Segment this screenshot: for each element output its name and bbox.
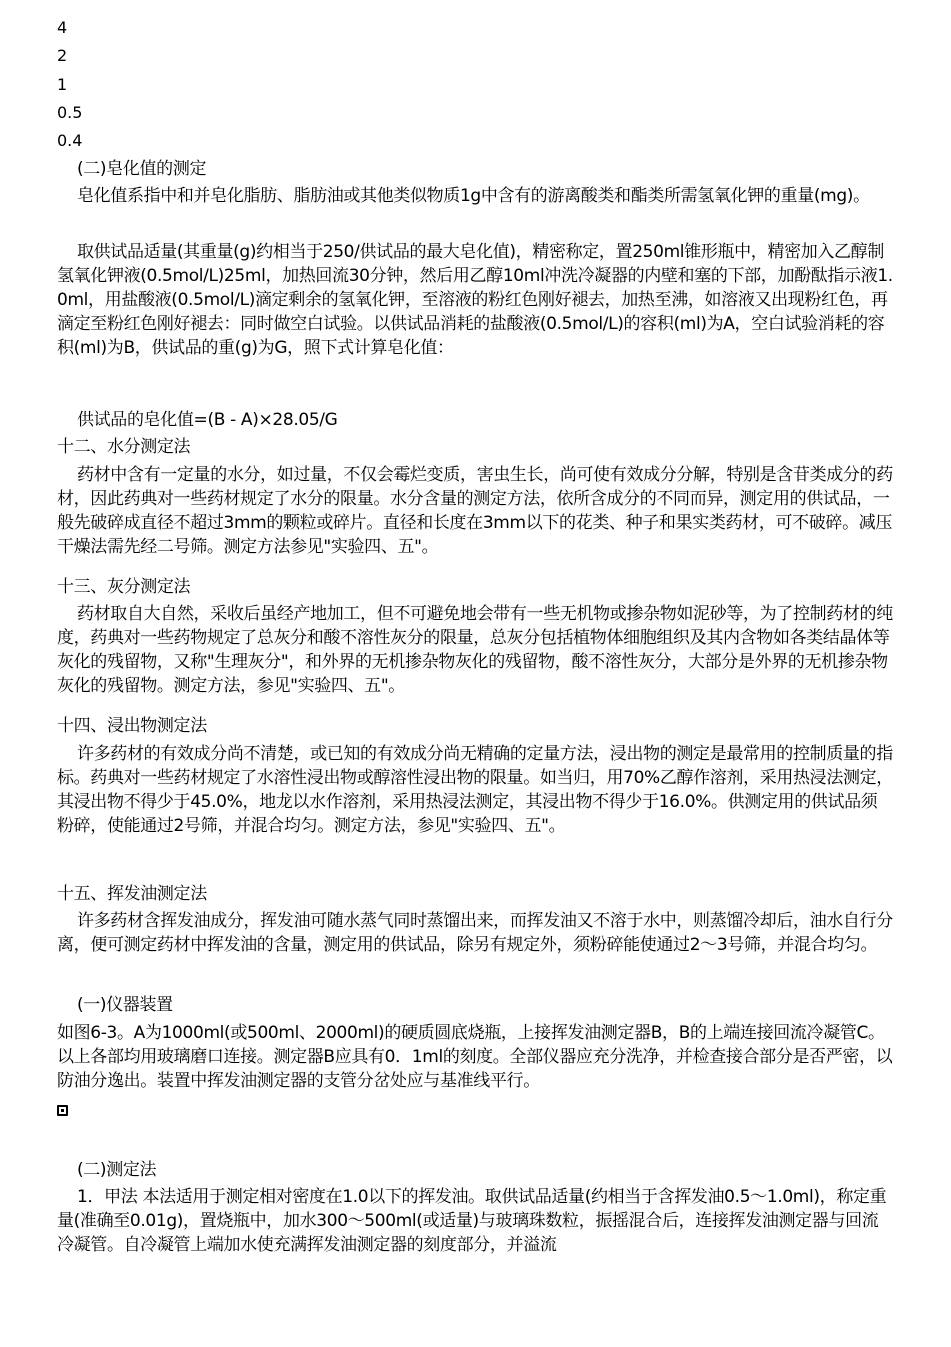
section-heading-ash: 十三、灰分测定法 xyxy=(57,577,191,597)
table-value-1: 4 xyxy=(57,18,68,37)
subsection-heading-procedure: (二)测定法 xyxy=(77,1160,157,1180)
paragraph-extract: 许多药材的有效成分尚不清楚，或已知的有效成分尚无精确的定量方法，浸出物的测定是最常用的控制质量的指标。药典对一些药材规定了水溶性浸出物或醇溶性浸出物的限量。如当归，用70%乙醇作溶剂，采用热浸法测定，其浸出物不得少于45.0%，地龙以水作溶剂，采用热浸法测定，其浸出物不得少于16.0%。供测定用的供试品须粉碎，使能通过2号筛，并混合均匀。测定方法，参见"实验四、五"。 xyxy=(57,744,893,836)
subsection-heading-apparatus: (一)仪器装置 xyxy=(77,995,173,1015)
section-heading-extract: 十四、浸出物测定法 xyxy=(57,716,207,736)
paragraph-saponification-method: 取供试品适量(其重量(g)约相当于250/供试品的最大皂化值)，精密称定，置250ml锥形瓶中，精密加入乙醇制氢氧化钾液(0.5mol/L)25ml，加热回流30分钟，然后用乙醇10ml冲洗冷凝器的内壁和塞的下部，加酚酞指示液1.0ml，用盐酸液(0.5mol/L)滴定剩余的氢氧化钾，至溶液的粉红色刚好褪去，加热至沸，如溶液又出现粉红色，再滴定至粉红色刚好褪去：同时做空白试验。以供试品消耗的盐酸液(0.5mol/L)的容积(ml)为A，空白试验消耗的容积(ml)为B，供试品的重(g)为G，照下式计算皂化值： xyxy=(57,242,893,358)
section-heading-moisture: 十二、水分测定法 xyxy=(57,437,191,457)
paragraph-saponification-definition: 皂化值系指中和并皂化脂肪、脂肪油或其他类似物质1g中含有的游离酸类和酯类所需氢氧化钾的重量(mg)。 xyxy=(77,186,870,206)
subsection-heading-saponification: (二)皂化值的测定 xyxy=(77,159,207,179)
table-value-2: 2 xyxy=(57,46,68,65)
paragraph-ash: 药材取自大自然，采收后虽经产地加工，但不可避免地会带有一些无机物或掺杂物如泥砂等，为了控制药材的纯度，药典对一些药物规定了总灰分和酸不溶性灰分的限量，总灰分包括植物体细胞组织及其内含物如各类结晶体等灰化的残留物，又称"生理灰分"，和外界的无机掺杂物灰化的残留物，酸不溶性灰分，大部分是外界的无机掺杂物灰化的残留物。测定方法，参见"实验四、五"。 xyxy=(57,604,893,696)
paragraph-apparatus: 如图6-3。A为1000ml(或500ml、2000ml)的硬质圆底烧瓶，上接挥发油测定器B，B的上端连接回流冷凝管C。以上各部均用玻璃磨口连接。测定器B应具有0．1ml的刻度。全部仪器应充分洗净，并检查接合部分是否严密，以防油分逸出。装置中挥发油测定器的支管分岔处应与基准线平行。 xyxy=(57,1023,893,1091)
table-value-3: 1 xyxy=(57,75,68,94)
broken-image-icon xyxy=(57,1105,68,1116)
paragraph-volatile-oil: 许多药材含挥发油成分，挥发油可随水蒸气同时蒸馏出来，而挥发油又不溶于水中，则蒸馏冷却后，油水自行分离，便可测定药材中挥发油的含量，测定用的供试品，除另有规定外，须粉碎能使通过2～3号筛，并混合均匀。 xyxy=(57,911,893,955)
table-value-5: 0.4 xyxy=(57,131,83,150)
paragraph-moisture: 药材中含有一定量的水分，如过量，不仅会霉烂变质，害虫生长，尚可使有效成分分解，特别是含苷类成分的药材，因此药典对一些药材规定了水分的限量。水分含量的测定方法，依所含成分的不同而异，测定用的供试品，一般先破碎成直径不超过3mm的颗粒或碎片。直径和长度在3mm以下的花类、种子和果实类药材，可不破碎。减压干燥法需先经二号筛。测定方法参见"实验四、五"。 xyxy=(57,465,893,557)
formula-saponification: 供试品的皂化值=(B - A)×28.05/G xyxy=(77,410,338,430)
paragraph-procedure-method-a: 1．甲法 本法适用于测定相对密度在1.0以下的挥发油。取供试品适量(约相当于含挥发油0.5～1.0ml)，称定重量(准确至0.01g)，置烧瓶中，加水300～500ml(或适量)与玻璃珠数粒，振摇混合后，连接挥发油测定器与回流冷凝管。自冷凝管上端加水使充满挥发油测定器的刻度部分，并溢流 xyxy=(57,1187,887,1255)
table-value-4: 0.5 xyxy=(57,103,83,122)
section-heading-volatile-oil: 十五、挥发油测定法 xyxy=(57,884,207,904)
